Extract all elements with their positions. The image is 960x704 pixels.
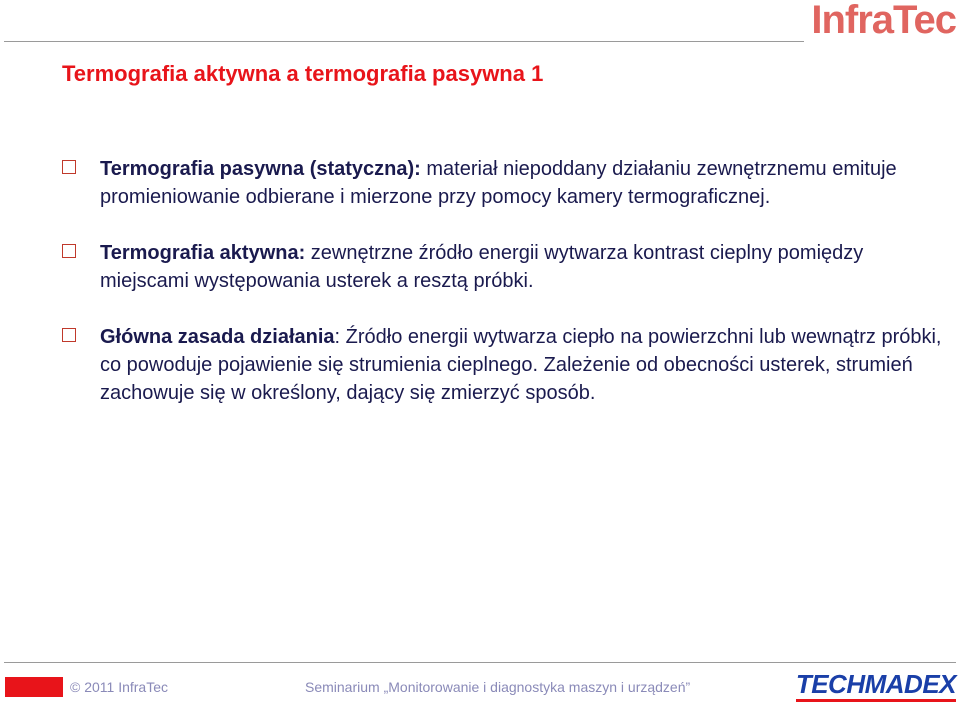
bullet-heading: Termografia aktywna: (100, 242, 306, 264)
bullet-text: zewnętrzne źródło energii wytwarza kontrast cieplny pomiędzy miejscami występowania usterek a resztą próbki. (100, 242, 864, 292)
bullet-heading: Termografia pasywna (statyczna): (100, 158, 421, 180)
checkbox-bullet-icon (62, 328, 76, 342)
infratec-logo: InfraTec (811, 0, 956, 42)
footer-red-block (5, 677, 63, 697)
footer-seminar-title: Seminarium „Monitorowanie i diagnostyka maszyn i urządzeń” (305, 679, 691, 695)
techmadex-logo: TECHMADEX (796, 671, 956, 702)
slide-title: Termografia aktywna a termografia pasywna 1 (62, 61, 544, 86)
checkbox-bullet-icon (62, 244, 76, 258)
bullet-active-thermography (62, 239, 942, 295)
bullet-heading: Główna zasada działania (100, 326, 335, 348)
bullet-passive-thermography (62, 155, 942, 211)
bullet-text: materiał niepoddany działaniu zewnętrznemu emituje promieniowanie odbierane i mierzone przy pomocy kamery termograficznej. (100, 158, 897, 208)
checkbox-bullet-icon (62, 160, 76, 174)
bullet-main-principle (62, 323, 942, 407)
footer-divider (4, 662, 956, 663)
bullet-text: : Źródło energii wytwarza ciepło na powierzchni lub wewnątrz próbki, co powoduje pojawienie się strumienia cieplnego. Zależenie od obecności usterek, strumień zachowuje się w określony, dający się zmierzyć sposób. (100, 326, 942, 404)
bullet-list (62, 155, 942, 407)
header-divider (4, 41, 804, 42)
footer-copyright: © 2011 InfraTec (70, 679, 168, 695)
